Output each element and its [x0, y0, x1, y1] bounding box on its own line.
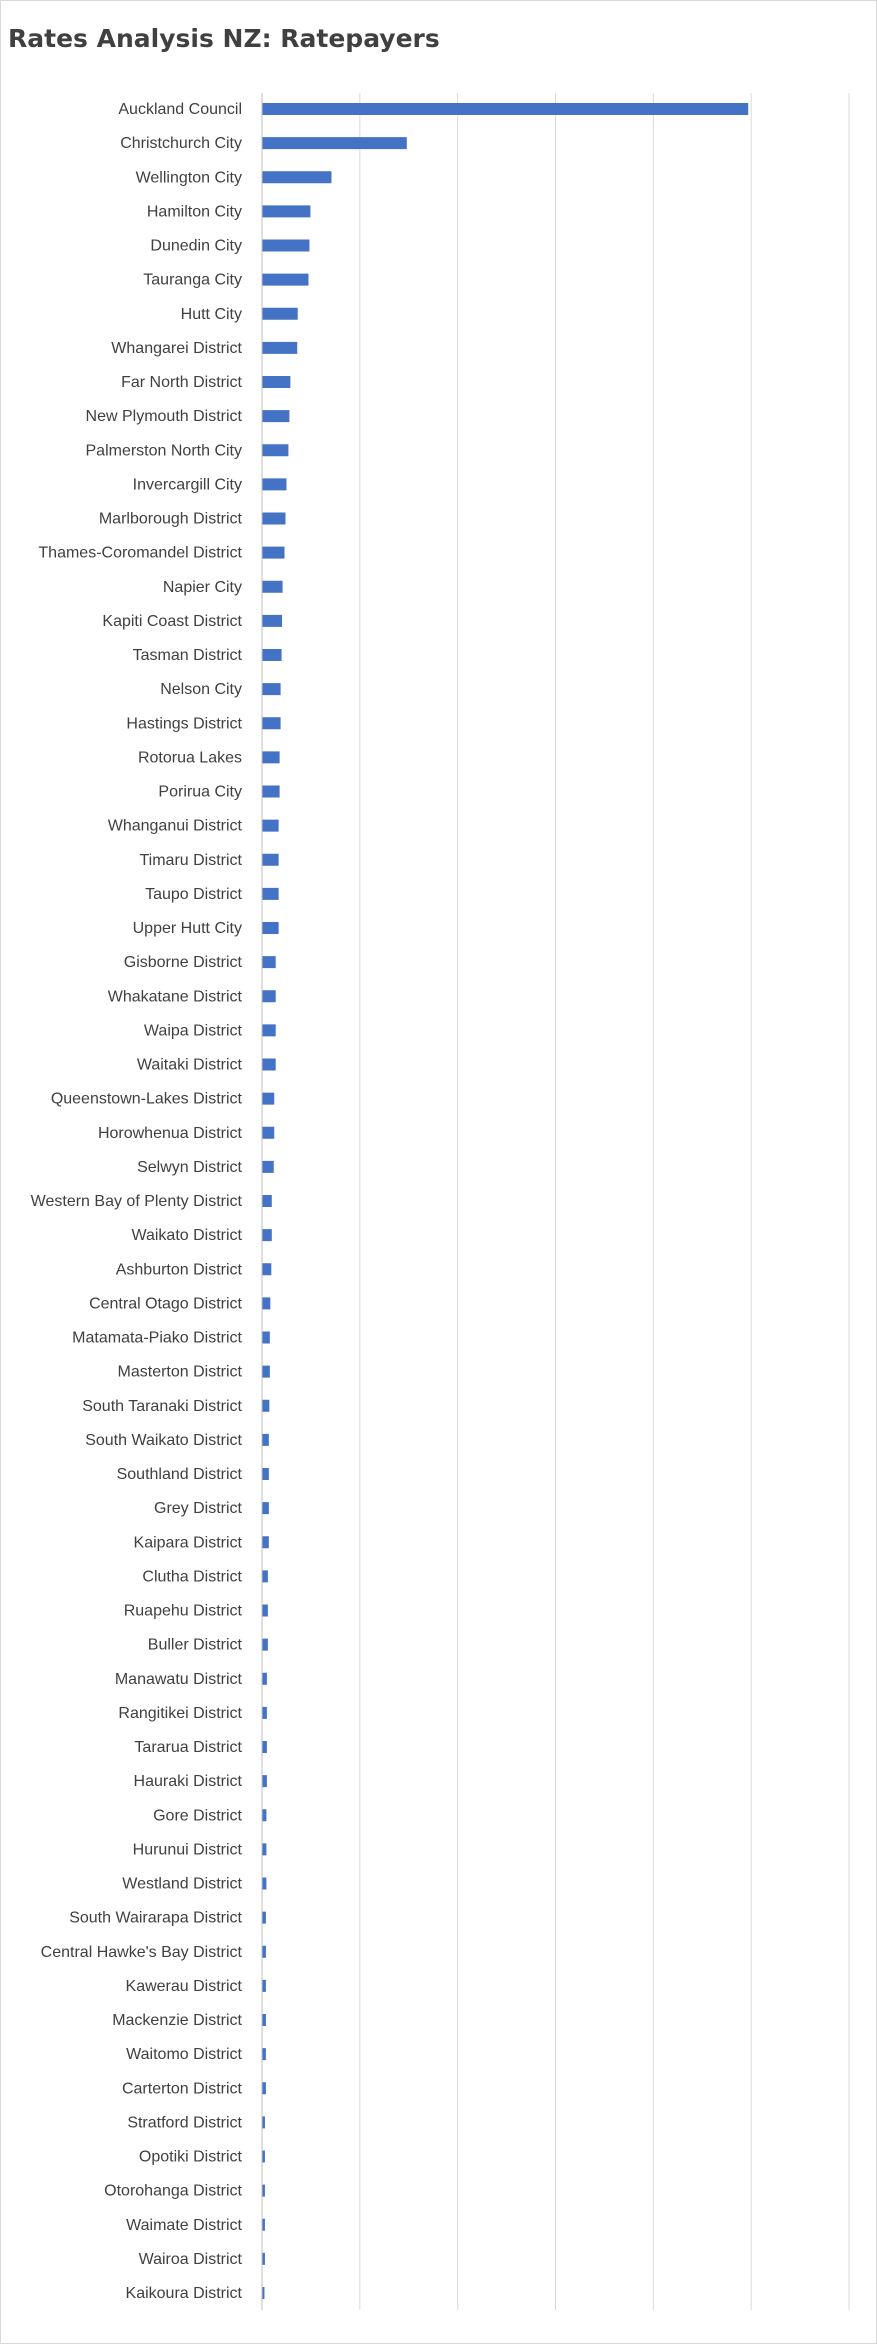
category-label: Ruapehu District [123, 1602, 242, 1620]
category-label: Palmerston North City [85, 442, 242, 460]
bar [262, 513, 285, 525]
category-label: Manawatu District [114, 1670, 242, 1688]
bar [262, 1195, 272, 1207]
category-label: Hutt City [180, 305, 242, 323]
category-label: Thames-Coromandel District [38, 544, 242, 562]
bar [262, 581, 283, 593]
bar [262, 1093, 274, 1105]
category-label: Gore District [153, 1807, 242, 1825]
bar [262, 717, 281, 729]
bar [262, 1127, 274, 1139]
category-label: Invercargill City [132, 476, 242, 494]
category-label: Tararua District [134, 1739, 242, 1756]
category-label: Waikato District [131, 1227, 242, 1245]
category-label: Marlborough District [98, 510, 242, 528]
bar [262, 1229, 272, 1241]
bar [262, 1400, 269, 1412]
category-label: Westland District [122, 1875, 242, 1893]
bar [262, 308, 298, 320]
bar [262, 1332, 270, 1344]
bar [262, 1843, 266, 1855]
category-label: Buller District [147, 1636, 242, 1654]
category-label: Kawerau District [125, 1977, 242, 1995]
bar [262, 376, 290, 388]
category-label: Whangarei District [111, 339, 242, 357]
category-label: Central Otago District [89, 1295, 242, 1313]
bar [262, 1912, 266, 1924]
category-label: Stratford District [127, 2114, 242, 2132]
bar [262, 2082, 266, 2094]
bar [262, 820, 279, 832]
bar [262, 1673, 267, 1685]
bar [262, 1809, 266, 1821]
bar [262, 205, 310, 217]
bar [262, 990, 276, 1002]
chart-title: Rates Analysis NZ: Ratepayers [8, 24, 440, 53]
category-label: Waimate District [126, 2216, 242, 2234]
category-label: Hauraki District [133, 1773, 242, 1791]
bar [262, 1946, 266, 1958]
bar [262, 1468, 269, 1480]
bar [262, 1605, 268, 1617]
bar [262, 649, 282, 661]
bar [262, 444, 288, 456]
bar [262, 1980, 266, 1992]
category-label: Kaikoura District [125, 2285, 242, 2302]
bar [262, 888, 279, 900]
bar [262, 1434, 269, 1446]
category-label: Kaipara District [133, 1534, 242, 1552]
bar [262, 1878, 266, 1890]
bar [262, 103, 748, 115]
bar [262, 1741, 267, 1753]
category-label: Auckland Council [118, 101, 242, 118]
bar [262, 1502, 269, 1514]
category-label: Western Bay of Plenty District [30, 1193, 242, 1210]
category-label: Whakatane District [107, 988, 242, 1006]
category-label: Tauranga City [143, 271, 242, 289]
category-label: Nelson City [160, 681, 242, 699]
bar [262, 1263, 271, 1275]
category-label: Carterton District [121, 2080, 242, 2098]
category-label: Wellington City [135, 169, 242, 187]
bar [262, 615, 282, 627]
bar [262, 956, 276, 968]
category-label: Rangitikei District [118, 1704, 242, 1722]
bar [262, 1775, 267, 1787]
category-label: Waipa District [143, 1022, 242, 1040]
category-label: Upper Hutt City [132, 920, 242, 937]
category-label: Selwyn District [137, 1158, 242, 1176]
category-label: Grey District [154, 1500, 242, 1518]
category-label: Horowhenua District [97, 1124, 242, 1142]
bar [262, 786, 280, 798]
category-label: Far North District [121, 374, 242, 391]
bar [262, 547, 285, 559]
bar [262, 1161, 274, 1173]
bar [262, 2014, 266, 2026]
category-label: Whanganui District [107, 817, 242, 835]
category-label: Hurunui District [132, 1841, 242, 1859]
bar [262, 1024, 276, 1036]
category-label: New Plymouth District [85, 408, 242, 426]
bar [262, 171, 331, 183]
category-label: South Waikato District [85, 1431, 242, 1449]
category-label: Central Hawke's Bay District [40, 1943, 242, 1961]
category-label: Clutha District [142, 1568, 242, 1586]
bar [262, 1297, 270, 1309]
category-label: Tasman District [132, 647, 242, 664]
category-label: Kapiti Coast District [102, 612, 242, 630]
category-label: Opotiki District [138, 2148, 242, 2166]
bar [262, 1570, 268, 1582]
bar [262, 342, 297, 354]
bar [262, 922, 279, 934]
category-label: Hamilton City [146, 203, 242, 221]
category-label: Wairoa District [138, 2250, 242, 2268]
bar [262, 854, 279, 866]
category-label: Mackenzie District [112, 2012, 242, 2029]
category-label: Hastings District [126, 715, 242, 733]
category-label: Taupo District [145, 885, 242, 903]
category-label: South Taranaki District [82, 1397, 242, 1415]
category-label: Otorohanga District [104, 2182, 242, 2200]
bar [262, 1366, 270, 1378]
category-label: Matamata-Piako District [72, 1329, 242, 1347]
bar [262, 1059, 276, 1071]
bar [262, 1639, 268, 1651]
category-label: Waitomo District [126, 2046, 242, 2064]
bar [262, 683, 281, 695]
bar [262, 274, 308, 286]
bar [262, 478, 286, 490]
category-label: Dunedin City [150, 237, 242, 255]
category-label: Gisborne District [123, 954, 242, 972]
category-label: Christchurch City [120, 135, 242, 153]
category-label: Porirua City [158, 783, 242, 801]
bar [262, 1536, 269, 1548]
category-label: South Wairarapa District [69, 1909, 242, 1927]
category-label: Rotorua Lakes [137, 749, 242, 767]
category-label: Timaru District [139, 851, 242, 869]
category-label: Masterton District [117, 1363, 242, 1381]
bar [262, 410, 289, 422]
category-label: Napier City [162, 578, 242, 596]
category-label: Southland District [116, 1466, 242, 1483]
bar [262, 751, 280, 763]
bar [262, 137, 407, 149]
category-label: Waitaki District [136, 1056, 242, 1074]
category-label: Ashburton District [115, 1261, 242, 1279]
bar [262, 2048, 266, 2060]
bar [262, 1707, 267, 1719]
bar [262, 240, 309, 252]
category-label: Queenstown-Lakes District [50, 1090, 242, 1108]
